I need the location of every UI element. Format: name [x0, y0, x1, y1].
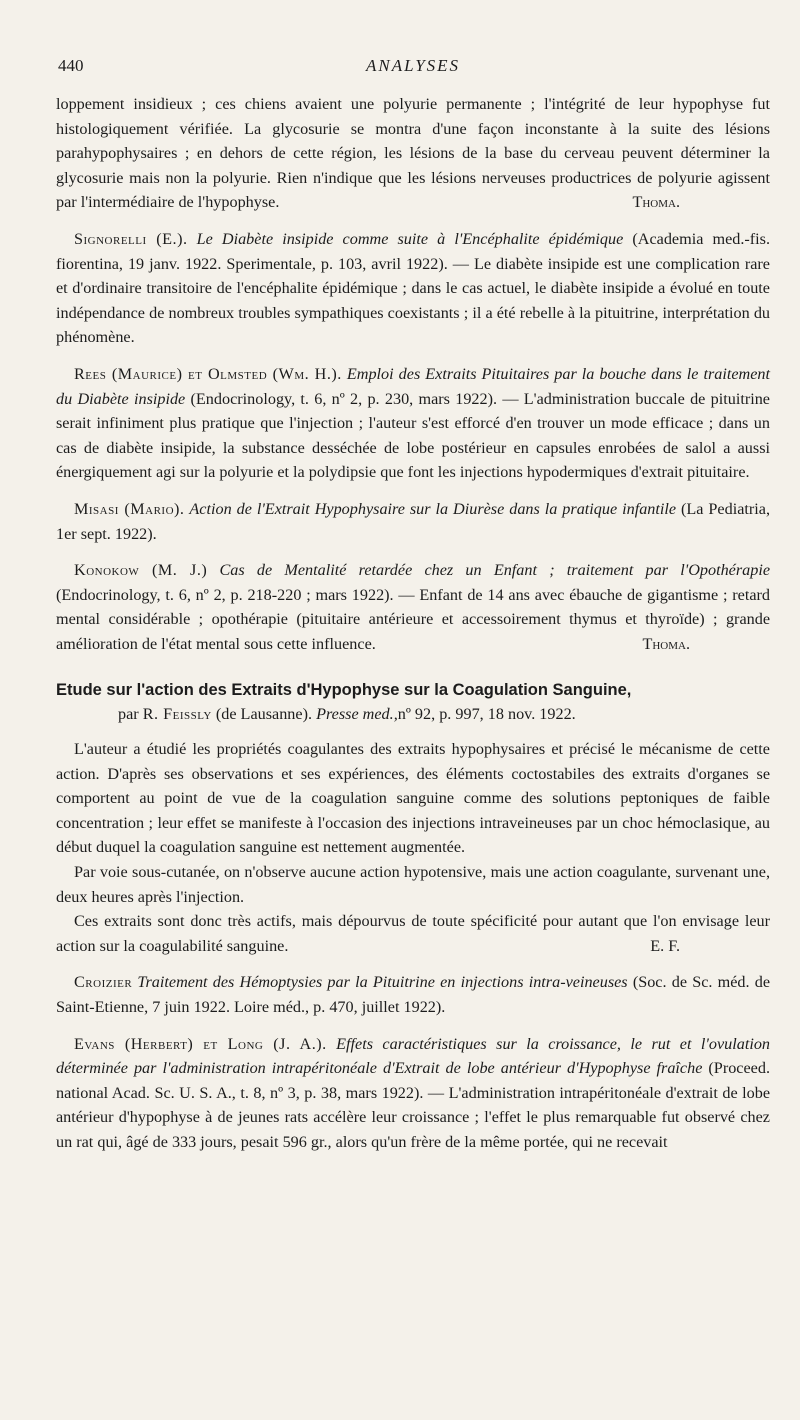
byline-ref: nº 92, p. 997, 18 nov. 1922. — [397, 705, 576, 724]
article-signature: E. F. — [650, 936, 680, 955]
entry-author: Rees (Maurice) et Olmsted (Wm. H.). — [74, 364, 342, 383]
entry-body: (Soc. de Sc. méd. de Saint-Etienne, 7 juin 1922. Loire méd., p. 470, juillet 1922). — [56, 973, 771, 1016]
entry-author: Evans (Herbert) et Long (J. A.). — [74, 1034, 327, 1053]
byline-author: R. Feissly — [142, 705, 212, 724]
page-number: 440 — [58, 56, 84, 75]
entry-continuation — [56, 92, 770, 215]
entry-title: Traitement des Hémoptysies par la Pituitrine en injections intra-veineuses — [137, 973, 628, 992]
entry-title: Emploi des Extraits Pituitaires par la bouche dans le traitement du Diabète insipide — [56, 364, 771, 408]
entry-croizier — [56, 970, 770, 1019]
entry-body: (Endocrinology, t. 6, nº 2, p. 230, mars 1922). — L'administration buccale de pituitrine serait infiniment plus pratique que l'injection ; l'auteur s'est efforcé d'en trouver un mode efficace ; dans un cas de diabète insipide, la substance desséchée de lobe postérieur en capsules enrobées de salol a aussi énergiquement agi sur la polyurie et la polydipsie que font les injections hypodermiques d'extrait pituitaire. — [56, 389, 770, 482]
entry-signorelli — [56, 227, 770, 350]
byline-journal: Presse med., — [316, 705, 398, 724]
entry-signature: Thoma. — [632, 193, 680, 212]
entry-title: Le Diabète insipide comme suite à l'Encéphalite épidémique — [196, 229, 624, 248]
entry-author: Misasi (Mario). — [74, 499, 185, 518]
article-heading: Etude sur l'action des Extraits d'Hypophyse sur la Coagulation Sanguine, — [56, 681, 632, 700]
article-paragraph-text: Ces extraits sont donc très actifs, mais dépourvus de toute spécificité pour autant que l'on envisage leur action sur la coagulabilité sanguine. — [56, 912, 770, 955]
running-header — [56, 52, 770, 92]
entry-body: (La Pediatria, 1er sept. 1922). — [56, 499, 771, 543]
article-paragraph: L'auteur a étudié les propriétés coagulantes des extraits hypophysaires et précisé le mécanisme de cette action. D'après ses observations et ses expériences, des éléments coctostabiles des extraits d'organes se comportent au point de vue de la coagulation sanguine comme des solutions peptoniques de faible concentration ; leur effet se manifeste à l'occasion des injections intraveineuses par un choc hémoclasique, au début duquel la coagulation sanguine est nettement augmentée. — [56, 740, 770, 857]
entry-body: (Proceed. national Acad. Sc. U. S. A., t. 8, nº 3, p. 38, mars 1922). — L'administration intrapéritonéale d'extrait de lobe antérieur d'hypophyse à de jeunes rats accélère leur croissance ; l'effet le plus remarquable fut observé chez un rat qui, âgé de 333 jours, pesait 596 gr., alors qu'un frère de la même portée, qui ne recevait — [56, 1059, 770, 1151]
entry-body: (Endocrinology, t. 6, nº 2, p. 218-220 ; mars 1922). — Enfant de 14 ans avec ébauche de gigantisme ; retard mental considérable ; opothérapie (pituitaire antérieure et accessoirement thymus et thyroïde) ; grande amélioration de l'état mental sous cette influence. — [56, 585, 770, 653]
entry-author: Signorelli (E.). — [74, 229, 188, 248]
entry-evans-long — [56, 1032, 770, 1155]
entry-text: loppement insidieux ; ces chiens avaient une polyurie permanente ; l'intégrité de leur hypophyse fut histologiquement vérifiée. La glycosurie se montra d'une façon inconstante à la suite des lésions parahypophysaires ; en dehors de cette région, les lésions de la base du cerveau peuvent déterminer la glycosurie mais non la polyurie. Rien n'indique que les lésions nerveuses productrices de polyurie agissent par l'intermédiaire de l'hypophyse. — [56, 95, 770, 212]
entry-title: Cas de Mentalité retardée chez un Enfant ; traitement par l'Opothérapie — [219, 561, 771, 580]
running-title: ANALYSES — [365, 56, 461, 75]
entry-title: Effets caractéristiques sur la croissance, le rut et l'ovulation déterminée par l'administration intrapéritonéale d'Extrait de lobe antérieur d'Hypophyse fraîche — [56, 1034, 771, 1078]
entry-author: Konokow (M. J.) — [74, 561, 208, 580]
article-paragraph-last — [56, 909, 770, 958]
entry-title: Action de l'Extrait Hypophysaire sur la Diurèse dans la pratique infantile — [189, 499, 677, 518]
byline-prefix: par — [118, 705, 139, 724]
article-paragraph: Par voie sous-cutanée, on n'observe aucune action hypotensive, mais une action coagulante, survenant une, deux heures après l'injection. — [56, 863, 770, 906]
entry-rees-olmsted — [56, 362, 770, 485]
byline-place: (de Lausanne). — [215, 705, 313, 724]
entry-body: (Academia med.-fis. fiorentina, 19 janv. 1922. Sperimentale, p. 103, avril 1922). — Le diabète insipide est une complication rare et d'ordinaire transitoire de l'encéphalite épidémique ; dans le cas actuel, le diabète insipide a évolué en toute indépendance de nombreux troubles sympathiques coexistants ; il a été rebelle à la pituitrine, interprétation du phénomène. — [56, 229, 771, 347]
entry-signature: Thoma. — [642, 634, 690, 653]
entry-misasi — [56, 497, 770, 546]
entry-author: Croizier — [74, 973, 133, 992]
entry-konokow — [56, 558, 770, 656]
article-byline — [56, 702, 770, 727]
